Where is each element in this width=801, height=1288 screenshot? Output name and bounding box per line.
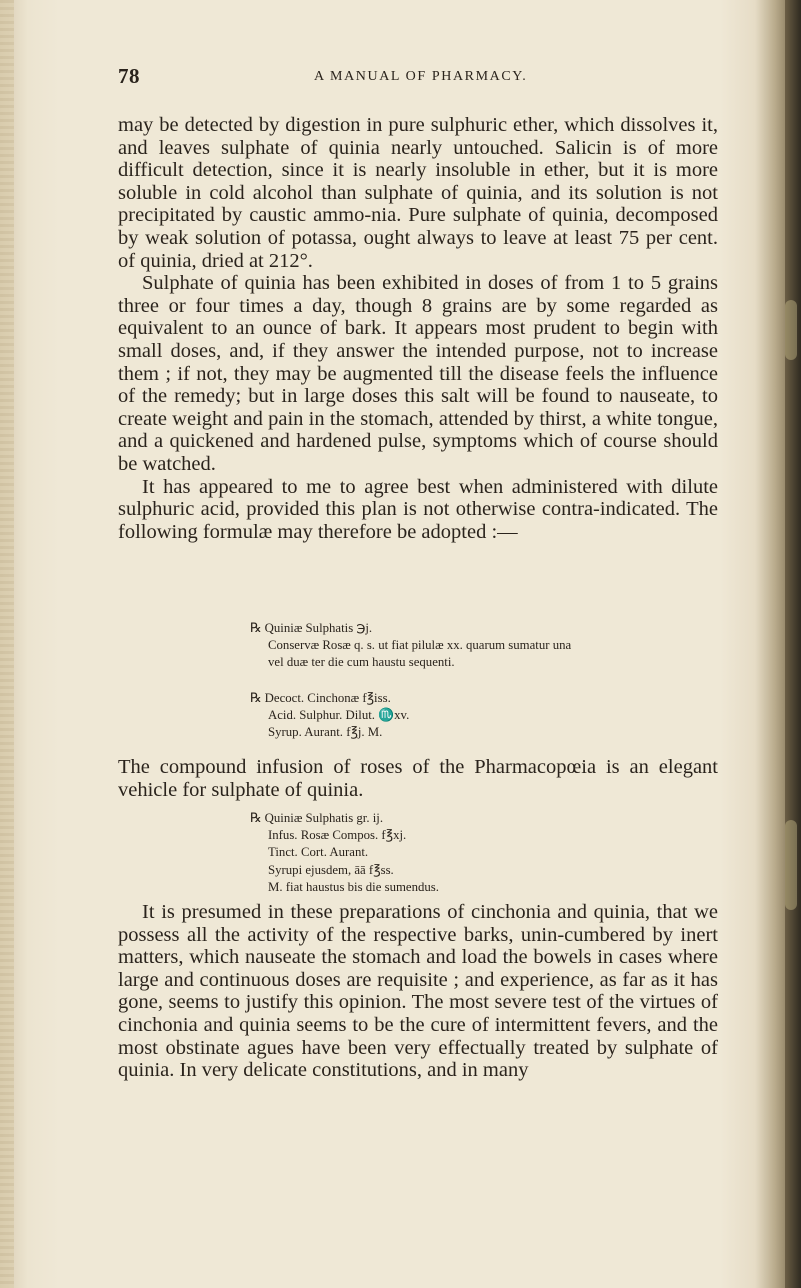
body-text-top (118, 114, 718, 543)
paragraph: It has appeared to me to agree best when administered with dilute sulphuric acid, provided this plan is not otherwise contra-indicated. The following formulæ may therefore be adopted :— (118, 475, 718, 543)
prescription-line: Syrupi ejusdem, āā f℥ss. (268, 862, 394, 877)
prescription-block-2 (118, 690, 718, 742)
prescription-line: ℞ Quiniæ Sulphatis gr. ij. (250, 811, 384, 825)
page-number: 78 (118, 64, 140, 88)
page-header (118, 64, 718, 92)
running-title: A MANUAL OF PHARMACY. (314, 69, 528, 84)
paper-stain (785, 820, 797, 910)
page-gutter-left (0, 0, 14, 1288)
prescription-line: Tinct. Cort. Aurant. (268, 845, 369, 860)
paragraph: It is presumed in these preparations of cinchonia and quinia, that we possess all the activity of the respective barks, unin-cumbered by inert matters, which nauseate the stomach and load the bowels in cases where large and continuous doses are requisite ; and experience, as far as it has gone, seems to justify this opinion. The most severe test of the virtues of cinchonia and quinia seems to be the cure of intermittent fevers, and the most obstinate agues have been very effectually treated by sulphate of quinia. In very delicate constitutions, and in many (118, 901, 718, 1082)
paragraph: Sulphate of quinia has been exhibited in doses of from 1 to 5 grains three or four times a day, though 8 grains are by some regarded as equivalent to an ounce of bark. It appears most prudent to begin with small doses, and, if they answer the intended purpose, not to increase them ; if not, they may be augmented till the disease feels the influence of the remedy; but in large doses this salt will be found to nauseate, to create weight and pain in the stomach, attended by thirst, a white tongue, and a quickened and hardened pulse, symptoms which of course should be watched. (118, 272, 718, 475)
prescription-line: ℞ Decoct. Cinchonæ f℥iss. (250, 691, 391, 705)
prescription-line: Syrup. Aurant. f℥j. M. (268, 725, 383, 740)
page-edge-right (785, 0, 801, 1288)
prescription-line: vel duæ ter die cum haustu sequenti. (268, 655, 455, 670)
prescription-line: Conservæ Rosæ q. s. ut fiat pilulæ xx. quarum sumatur una (268, 638, 572, 653)
prescription-line: ℞ Quiniæ Sulphatis ℈j. (250, 621, 373, 635)
body-text-bottom (118, 901, 718, 1082)
prescription-block-1 (118, 620, 718, 672)
paragraph: may be detected by digestion in pure sulphuric ether, which dissolves it, and leaves sulphate of quinia nearly untouched. Salicin is of more difficult detection, since it is nearly insoluble in ether, but it is more soluble in cold alcohol than sulphate of quinia, and its solution is not precipitated by caustic ammo-nia. Pure sulphate of quinia, decomposed by weak solution of potassa, ought always to leave at least 75 per cent. of quinia, dried at 212°. (118, 114, 718, 272)
prescription-block-3 (118, 810, 718, 896)
paragraph: The compound infusion of roses of the Pharmacopœia is an elegant vehicle for sulphate of quinia. (118, 756, 718, 801)
body-text-middle (118, 756, 718, 801)
prescription-line: M. fiat haustus bis die sumendus. (268, 879, 439, 894)
paper-stain (785, 300, 797, 360)
prescription-line: Infus. Rosæ Compos. f℥xj. (268, 828, 407, 843)
prescription-line: Acid. Sulphur. Dilut. ♏xv. (268, 708, 410, 723)
